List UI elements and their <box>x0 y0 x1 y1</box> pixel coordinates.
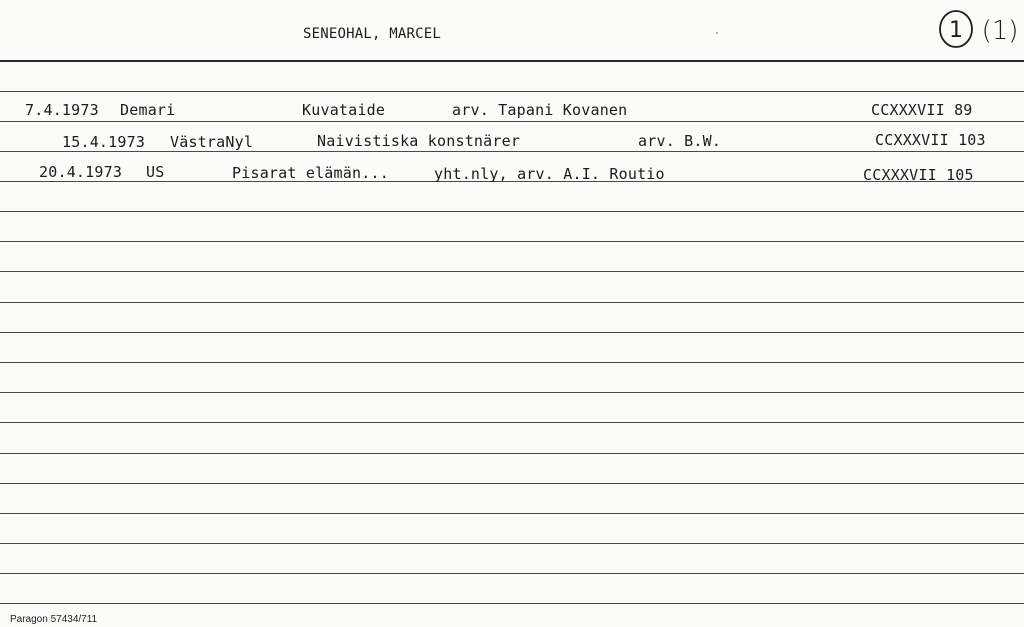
rule <box>0 151 1024 152</box>
entry-1-source: Demari <box>120 101 176 119</box>
entry-1-note: arv. Tapani Kovanen <box>452 101 628 119</box>
rule <box>0 603 1024 604</box>
rule <box>0 513 1024 514</box>
rule <box>0 121 1024 122</box>
rule <box>0 362 1024 363</box>
rule <box>0 453 1024 454</box>
entry-2-title: Naivistiska konstnärer <box>317 132 521 150</box>
entry-3-title: Pisarat elämän... <box>232 164 389 182</box>
rule <box>0 271 1024 272</box>
entry-2-date: 15.4.1973 <box>62 133 146 151</box>
rule <box>0 211 1024 212</box>
speck <box>716 32 718 34</box>
entry-1-title: Kuvataide <box>302 101 386 119</box>
rule <box>0 392 1024 393</box>
circled-number: 1 <box>949 18 963 43</box>
rule <box>0 483 1024 484</box>
parenthesized-number: (1) <box>981 16 1019 46</box>
entry-3-date: 20.4.1973 <box>39 163 123 181</box>
page-number-mark <box>938 6 1022 52</box>
rule-top <box>0 60 1024 62</box>
rule <box>0 241 1024 242</box>
rule <box>0 573 1024 574</box>
rule <box>0 91 1024 92</box>
entry-3-ref: CCXXXVII 105 <box>863 166 974 184</box>
entry-2-ref: CCXXXVII 103 <box>875 131 986 149</box>
card-print-code: Paragon 57434/711 <box>10 614 98 625</box>
rule <box>0 332 1024 333</box>
rule <box>0 422 1024 423</box>
rule <box>0 543 1024 544</box>
entry-1-date: 7.4.1973 <box>25 101 99 119</box>
entry-3-note: yht.nly, arv. A.I. Routio <box>434 165 665 183</box>
card-heading: SENEOHAL, MARCEL <box>303 26 442 42</box>
rule <box>0 302 1024 303</box>
entry-2-note: arv. B.W. <box>638 132 722 150</box>
entry-3-source: US <box>146 163 165 181</box>
entry-2-source: VästraNyl <box>170 133 254 151</box>
entry-1-ref: CCXXXVII 89 <box>871 101 973 119</box>
